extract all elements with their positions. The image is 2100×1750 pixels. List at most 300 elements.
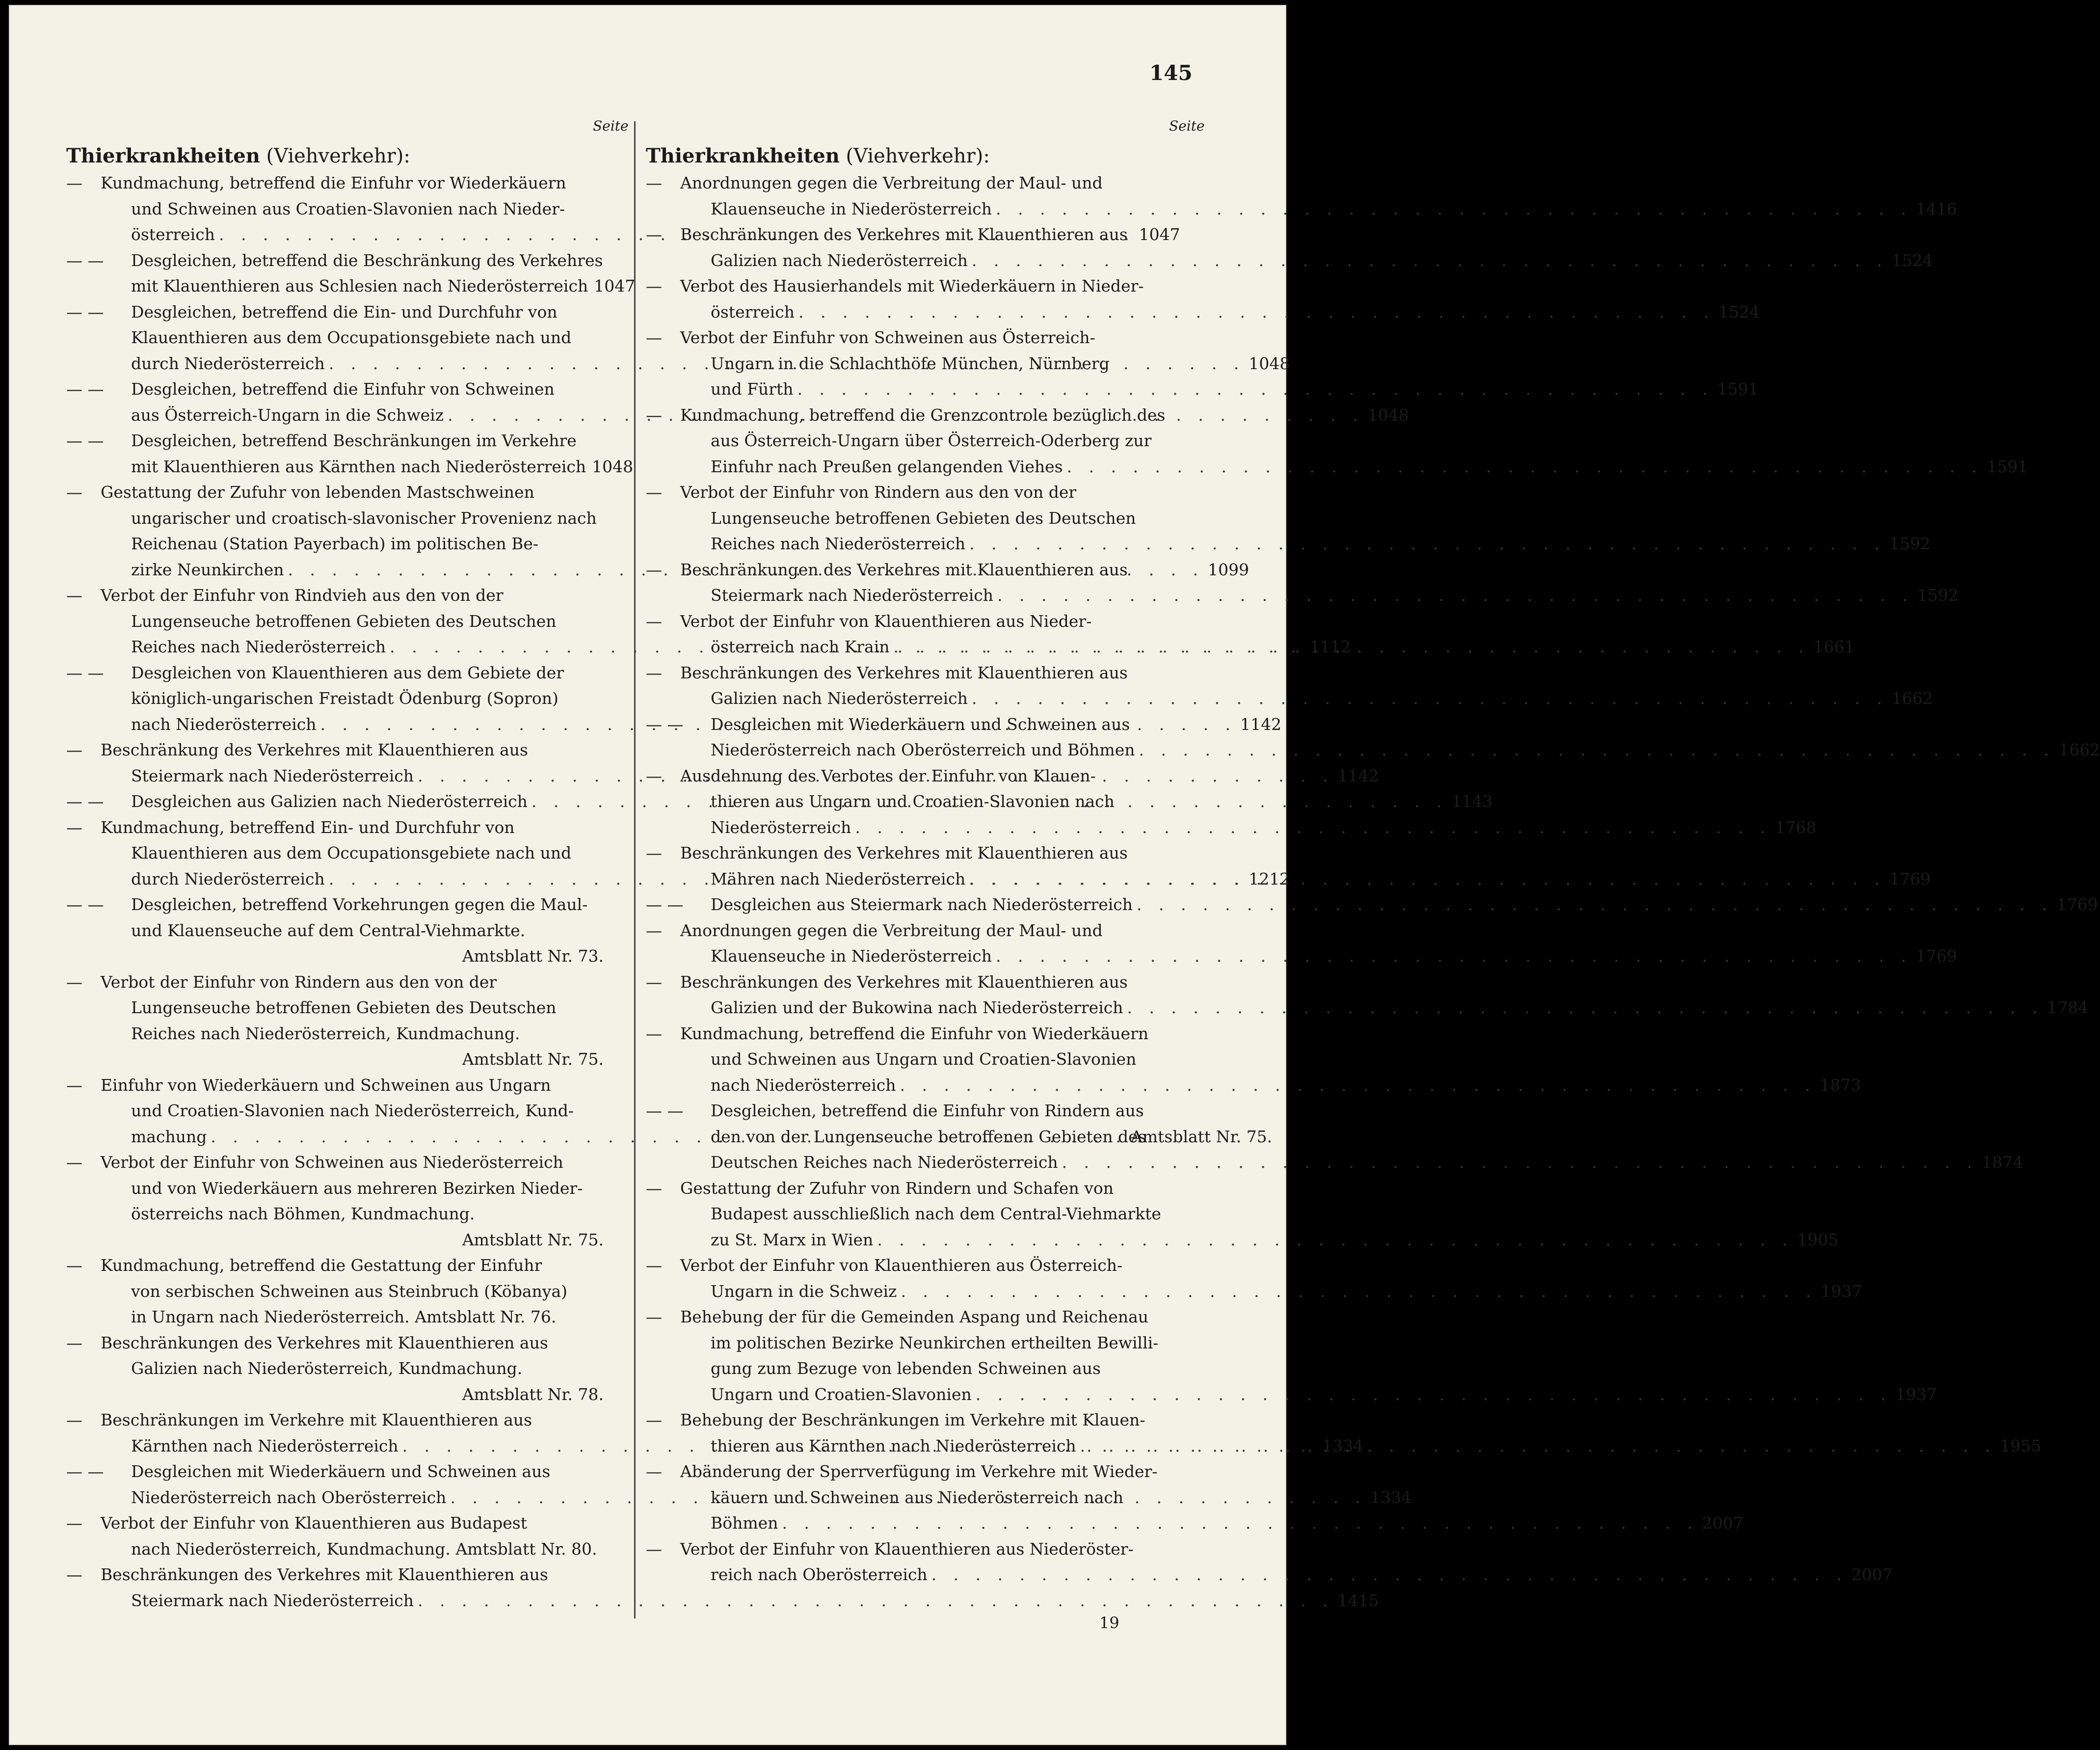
entry-line	[646, 1253, 1204, 1279]
dot-leader	[782, 1510, 1698, 1536]
entry-line: aus Österreich-Ungarn über Österreich-Oderberg zur	[711, 431, 1152, 450]
entry-line	[646, 1510, 1744, 1536]
dot-leader	[855, 815, 1771, 841]
page-reference: 1769	[1889, 869, 1931, 888]
entry-text: mit Klauenthieren aus Kärnthen nach Niederösterreich	[131, 457, 586, 476]
entry-line	[66, 1510, 623, 1536]
page-reference: 1769	[2056, 895, 2098, 914]
entry-text: Beschränkungen des Verkehres mit Klauenthieren aus	[680, 560, 1128, 579]
page-reference: Amtsblatt Nr. 75.	[1131, 1127, 1273, 1146]
entry-text: zirke Neunkirchen	[131, 560, 284, 579]
entry-text: Kundmachung, betreffend Ein- und Durchfuhr von	[101, 817, 515, 837]
entry-dash: — —	[66, 895, 104, 914]
entry-line	[66, 1330, 623, 1356]
entry-line	[646, 531, 1931, 557]
entry-text: Verbot der Einfuhr von Rindvieh aus den von der	[101, 586, 504, 605]
entry-dash: —	[66, 1513, 82, 1533]
page-reference: 1937	[1821, 1281, 1862, 1301]
index-entry	[646, 1536, 1893, 1588]
entry-text: Klauenseuche in Niederösterreich	[711, 946, 992, 966]
entry-text: Ausdehnung des Verbotes der Einfuhr von Klauen-	[680, 766, 1096, 785]
entry-line: Lungenseuche betroffenen Gebieten des Deutschen	[131, 998, 557, 1017]
entry-text: Desgleichen mit Wiederkäuern und Schweinen aus	[711, 714, 1130, 734]
entry-text: Gestattung der Zufuhr von Rindern und Schafen von	[680, 1178, 1114, 1198]
entry-line: im politischen Bezirke Neunkirchen ertheilten Bewilli-	[711, 1333, 1159, 1352]
entry-dash: —	[646, 1462, 662, 1481]
entry-text: Gestattung der Zufuhr von lebenden Mastschweinen	[101, 483, 534, 502]
entry-dash: — —	[646, 895, 684, 914]
section-heading: Thierkrankheiten (Viehverkehr):	[646, 144, 990, 167]
page-reference: 2007	[1702, 1513, 1744, 1533]
index-entry	[66, 248, 636, 299]
page-reference: 1937	[1895, 1384, 1937, 1404]
entry-line	[66, 1073, 623, 1099]
entry-dash: — —	[646, 714, 684, 734]
dot-leader	[798, 299, 1715, 325]
entry-line	[646, 325, 1204, 351]
page-reference: 1112	[1309, 637, 1351, 656]
page-reference: 1955	[2000, 1436, 2042, 1455]
entry-text: Verbot der Einfuhr von Klauenthieren aus Budapest	[101, 1513, 527, 1533]
entry-line: Klauenthieren aus dem Occupationsgebiete nach und	[131, 328, 572, 347]
entry-line	[646, 583, 1959, 609]
entry-dash: —	[66, 1410, 82, 1429]
index-entry	[646, 1098, 2023, 1176]
page-reference: 1662	[2059, 740, 2100, 759]
entry-text: österreich	[131, 225, 215, 244]
entry-line	[646, 273, 1204, 299]
entry-text: Verbot der Einfuhr von Schweinen aus Österreich-	[680, 328, 1095, 347]
entry-dash: —	[66, 586, 82, 605]
page-number: 145	[1149, 61, 1193, 85]
entry-text: Desgleichen, betreffend Vorkehrungen gegen die Maul-	[131, 895, 588, 914]
entry-line: und Schweinen aus Ungarn und Croatien-Slavonien	[711, 1050, 1137, 1069]
entry-dash: —	[66, 1075, 82, 1095]
index-entry	[646, 660, 1933, 712]
page-reference: 1524	[1718, 302, 1760, 322]
entry-line: und von Wiederkäuern aus mehreren Bezirken Nieder-	[131, 1178, 583, 1198]
entry-dash: —	[646, 766, 662, 785]
entry-line	[66, 273, 636, 299]
entry-dash: —	[646, 1256, 662, 1275]
entry-line	[66, 248, 623, 274]
entry-text: Desgleichen aus Steiermark nach Niederösterreich	[711, 895, 1133, 914]
entry-text: Beschränkungen des Verkehres mit Klauenthieren aus	[680, 843, 1128, 862]
entry-dash: —	[646, 225, 662, 244]
entry-text: Verbot der Einfuhr von Klauenthieren aus Niederöster-	[680, 1539, 1134, 1559]
entry-line	[646, 222, 1204, 248]
page-reference: 1142	[1337, 766, 1379, 785]
index-entry	[66, 969, 623, 1073]
entry-text: Desgleichen, betreffend die Einfuhr von Rindern aus	[711, 1101, 1144, 1120]
gazette-reference: Amtsblatt Nr. 75.	[462, 1230, 604, 1249]
entry-line	[646, 712, 1204, 738]
entry-line: Galizien nach Niederösterreich, Kundmachung.	[131, 1359, 523, 1378]
dot-leader	[997, 583, 1914, 609]
entry-dash: —	[646, 405, 662, 425]
page-reference: 1769	[1915, 946, 1957, 966]
page-reference: 1591	[1717, 379, 1759, 399]
entry-line	[646, 1407, 1204, 1433]
page-reference: 1212	[1249, 869, 1290, 888]
entry-line	[646, 1382, 1937, 1408]
entry-text: Desgleichen, betreffend die Beschränkung des Verkehres	[131, 250, 603, 270]
entry-text: Desgleichen mit Wiederkäuern und Schweinen aus	[131, 1462, 551, 1481]
page-reference: 1662	[1891, 689, 1933, 708]
entry-text: Niederösterreich	[711, 817, 851, 837]
entry-text: Niederösterreich nach Oberösterreich	[131, 1487, 447, 1507]
entry-dash: — —	[66, 379, 104, 399]
entry-line: in Ungarn nach Niederösterreich. Amtsblatt Nr. 76.	[131, 1307, 557, 1326]
entry-line	[646, 1073, 1861, 1099]
page-reference: 1873	[1820, 1075, 1861, 1095]
entry-dash: —	[646, 972, 662, 992]
entry-line	[66, 660, 623, 686]
seite-label-right: Seite	[1169, 118, 1205, 134]
entry-line	[66, 583, 623, 609]
entry-line	[66, 1562, 623, 1588]
entry-dash: — —	[646, 1101, 684, 1120]
entry-text: durch Niederösterreich	[131, 353, 325, 373]
dot-leader	[1139, 737, 2055, 763]
entry-text: Desgleichen, betreffend Beschränkungen im Verkehre	[131, 431, 577, 450]
entry-text: nach Niederösterreich	[131, 714, 317, 734]
page-reference: 1524	[1891, 250, 1933, 270]
entry-text: Beschränkungen des Verkehres mit Klauenthieren aus	[101, 1565, 548, 1584]
entry-text: Beschränkungen des Verkehres mit Klauenthieren aus	[680, 225, 1128, 244]
dot-leader	[996, 943, 1912, 969]
dot-leader	[972, 686, 1888, 712]
page-reference: 1099	[1208, 560, 1249, 579]
entry-line	[66, 377, 623, 403]
entry-line: nach Niederösterreich, Kundmachung. Amtsblatt Nr. 80.	[131, 1539, 597, 1559]
entry-line: und Klauenseuche auf dem Central-Viehmarkte.	[131, 920, 526, 940]
entry-dash: — —	[66, 1462, 104, 1481]
entry-line	[66, 969, 623, 996]
entry-line	[646, 1098, 1204, 1124]
entry-text: aus Österreich-Ungarn in die Schweiz	[131, 405, 444, 425]
dot-leader	[969, 866, 1886, 892]
entry-text: Kärnthen nach Niederösterreich	[131, 1436, 399, 1455]
page-reference: 1416	[1915, 199, 1957, 218]
entry-dash: —	[66, 1153, 82, 1172]
entry-text: reich nach Oberösterreich	[711, 1565, 928, 1584]
entry-text: thieren aus Kärnthen nach Niederösterreich	[711, 1436, 1076, 1455]
entry-line	[646, 660, 1204, 686]
index-entry	[646, 1021, 1861, 1099]
dot-leader	[901, 1279, 1817, 1305]
entry-text: Verbot der Einfuhr von Klauenthieren aus Österreich-	[680, 1256, 1123, 1275]
page-reference: 1142	[1240, 714, 1282, 734]
document-page	[9, 5, 2100, 1745]
dot-leader	[797, 377, 1714, 403]
index-entry	[646, 1253, 1862, 1304]
entry-text: Böhmen	[711, 1513, 778, 1533]
index-entry	[646, 918, 1957, 969]
entry-line	[646, 454, 2028, 480]
page-reference: 1047	[1139, 225, 1180, 244]
dot-leader	[1062, 1150, 1978, 1176]
dot-leader	[931, 1562, 1848, 1588]
entry-line	[646, 196, 1957, 222]
index-entry	[646, 892, 2098, 918]
entry-text: Galizien nach Niederösterreich	[711, 689, 968, 708]
entry-line	[646, 1536, 1204, 1562]
index-entry	[646, 480, 1931, 557]
seite-label-left: Seite	[593, 118, 629, 134]
page-reference: 1592	[1917, 586, 1959, 605]
entry-text: Behebung der für die Gemeinden Aspang und Reichenau	[680, 1307, 1149, 1326]
entry-line	[646, 170, 1204, 196]
page-reference: 1874	[1982, 1153, 2023, 1172]
page-reference: 1334	[1370, 1487, 1412, 1507]
entry-dash: —	[646, 920, 662, 940]
entry-text: Kundmachung, betreffend die Einfuhr von Wiederkäuern	[680, 1023, 1149, 1043]
entry-line	[66, 1407, 623, 1433]
entry-text: Kundmachung, betreffend die Grenzcontrole bezüglich des	[680, 405, 1166, 425]
entry-dash: —	[646, 173, 662, 192]
entry-dash: — —	[66, 250, 104, 270]
entry-text: Beschränkungen des Verkehres mit Klauenthieren aus	[101, 1333, 548, 1352]
entry-dash: —	[66, 972, 82, 992]
entry-line: Ungarn in die Schlachthöfe München, Nürnberg	[711, 353, 1110, 373]
entry-text: Beschränkungen des Verkehres mit Klauenthieren aus	[680, 972, 1128, 992]
page-reference: 1768	[1775, 817, 1816, 837]
index-entry	[646, 1304, 1937, 1407]
entry-dash: —	[66, 817, 82, 837]
entry-text: Beschränkungen im Verkehre mit Klauenthieren aus	[101, 1410, 532, 1429]
page-reference: 1592	[1889, 534, 1931, 553]
entry-line	[646, 995, 2089, 1021]
page-reference: 1784	[2047, 998, 2089, 1017]
entry-line: und Schweinen aus Croatien-Slavonien nach Nieder-	[131, 199, 565, 218]
entry-text: Anordnungen gegen die Verbreitung der Maul- und	[680, 920, 1103, 940]
page-reference: 1661	[1813, 637, 1855, 656]
entry-line: Lungenseuche betroffenen Gebieten des Deutschen	[711, 508, 1136, 528]
page-reference: 1905	[1797, 1230, 1838, 1249]
entry-text: durch Niederösterreich	[131, 869, 325, 888]
entry-text: Niederösterreich nach Oberösterreich und Böhmen	[711, 740, 1135, 759]
page-reference: 1047	[594, 276, 636, 296]
entry-line: von serbischen Schweinen aus Steinbruch (Köbanya)	[131, 1281, 568, 1301]
dot-leader	[972, 248, 1888, 274]
entry-dash: —	[66, 483, 82, 502]
entry-text: österreich nach Krain	[711, 637, 890, 656]
entry-line: Reichenau (Station Payerbach) im politischen Be-	[131, 534, 539, 553]
index-entry	[646, 273, 1760, 325]
entry-line	[66, 815, 623, 841]
entry-dash: —	[66, 1333, 82, 1352]
gazette-reference: Amtsblatt Nr. 78.	[462, 1384, 604, 1404]
entry-text: mit Klauenthieren aus Schlesien nach Niederösterreich	[131, 276, 588, 296]
entry-text: Steiermark nach Niederösterreich	[711, 586, 993, 605]
entry-text: Galizien und der Bukowina nach Niederösterreich	[711, 998, 1123, 1017]
entry-text: Desgleichen, betreffend die Ein- und Durchfuhr von	[131, 302, 558, 322]
entry-dash: — —	[66, 792, 104, 811]
entry-line	[66, 428, 623, 454]
entry-line	[646, 609, 1204, 635]
entry-line	[646, 1304, 1204, 1330]
entry-line	[66, 892, 623, 918]
page-reference: 2007	[1851, 1565, 1893, 1584]
index-entry	[66, 892, 623, 969]
entry-line	[646, 686, 1933, 712]
entry-text: Anordnungen gegen die Verbreitung der Maul- und	[680, 173, 1103, 192]
entry-dash: —	[66, 740, 82, 759]
dot-leader	[1137, 892, 2053, 918]
entry-dash: — —	[66, 431, 104, 450]
entry-dash: —	[646, 1307, 662, 1326]
index-entry	[646, 170, 1957, 222]
entry-text: Reiches nach Niederösterreich	[131, 637, 386, 656]
entry-line: Budapest ausschließlich nach dem Central-Viehmarkte	[711, 1204, 1161, 1223]
index-entry	[66, 428, 634, 480]
entry-line	[646, 377, 1759, 403]
entry-text: Desgleichen aus Galizien nach Niederösterreich	[131, 792, 528, 811]
entry-line: österreichs nach Böhmen, Kundmachung.	[131, 1204, 475, 1223]
entry-text: Desgleichen, betreffend die Einfuhr von Schweinen	[131, 379, 555, 399]
entry-line: den von der Lungenseuche betroffenen Gebieten des	[711, 1127, 1146, 1146]
entry-text: Verbot der Einfuhr von Klauenthieren aus Nieder-	[680, 611, 1092, 631]
entry-dash: —	[646, 1178, 662, 1198]
entry-line	[646, 815, 1816, 841]
entry-text: Ungarn in die Schweiz	[711, 1281, 897, 1301]
entry-text: Einfuhr nach Preußen gelangenden Viehes	[711, 457, 1063, 476]
entry-line: thieren aus Ungarn und Croatien-Slavonien nach	[711, 792, 1115, 811]
page-reference: 1048	[1367, 405, 1409, 425]
entry-line: Klauenthieren aus dem Occupationsgebiete nach und	[131, 843, 572, 862]
entry-text: nach Niederösterreich	[711, 1075, 896, 1095]
entry-dash: — —	[66, 663, 104, 682]
entry-line: und Croatien-Slavonien nach Niederösterreich, Kund-	[131, 1101, 574, 1120]
entry-line	[66, 1150, 623, 1176]
entry-dash: —	[646, 663, 662, 682]
entry-line	[646, 969, 1204, 996]
entry-line	[66, 480, 623, 506]
index-entry	[66, 1150, 623, 1253]
entry-line: königlich-ungarischen Freistadt Ödenburg (Sopron)	[131, 689, 558, 708]
gazette-reference: Amtsblatt Nr. 75.	[462, 1050, 604, 1069]
entry-line	[646, 918, 1204, 944]
entry-text: Verbot der Einfuhr von Rindern aus den von der	[680, 483, 1077, 502]
dot-leader	[1067, 454, 1983, 480]
page-reference: 1334	[1322, 1436, 1364, 1455]
footer-number: 19	[1099, 1614, 1119, 1632]
index-entry	[646, 1176, 1838, 1253]
entry-dash: —	[646, 1410, 662, 1429]
entry-line	[646, 1176, 1204, 1202]
entry-line	[66, 737, 623, 763]
entry-line	[646, 299, 1760, 325]
entry-line	[646, 737, 2100, 763]
dot-leader	[877, 1227, 1793, 1253]
page-reference: 1048	[592, 457, 634, 476]
index-entry	[66, 1253, 623, 1330]
entry-line: Reiches nach Niederösterreich, Kundmachung.	[131, 1023, 520, 1043]
gazette-reference: Amtsblatt Nr. 73.	[462, 946, 604, 966]
entry-line	[66, 1459, 623, 1485]
entry-line	[66, 1588, 1379, 1614]
entry-text: Verbot der Einfuhr von Schweinen aus Niederösterreich	[101, 1153, 563, 1172]
entry-line	[66, 454, 634, 480]
entry-text: Steiermark nach Niederösterreich	[131, 1590, 414, 1610]
entry-text: österreich	[711, 302, 795, 322]
entry-text: Steiermark nach Niederösterreich	[131, 766, 414, 785]
entry-line: ungarischer und croatisch-slavonischer Provenienz nach	[131, 508, 597, 528]
entry-text: machung	[131, 1127, 207, 1146]
entry-dash: —	[646, 483, 662, 502]
index-entry	[646, 222, 1933, 273]
entry-line	[646, 1227, 1838, 1253]
entry-text: Behebung der Beschränkungen im Verkehre mit Klauen-	[680, 1410, 1145, 1429]
entry-line	[66, 170, 623, 196]
entry-dash: —	[646, 1539, 662, 1559]
entry-line	[646, 480, 1204, 506]
entry-text: Einfuhr von Wiederkäuern und Schweinen aus Ungarn	[101, 1075, 551, 1095]
entry-text: zu St. Marx in Wien	[711, 1230, 874, 1249]
page-reference: 1048	[1249, 353, 1290, 373]
entry-line	[646, 763, 1204, 789]
entry-line	[646, 1150, 2023, 1176]
entry-line: Lungenseuche betroffenen Gebieten des Deutschen	[131, 611, 557, 631]
entry-dash: —	[646, 276, 662, 296]
entry-line	[646, 557, 1204, 583]
entry-text: Deutschen Reiches nach Niederösterreich	[711, 1153, 1058, 1172]
entry-text: und Fürth	[711, 379, 794, 399]
entry-text: Klauenseuche in Niederösterreich	[711, 199, 992, 218]
entry-dash: —	[66, 173, 82, 192]
index-entry	[646, 969, 2089, 1021]
entry-text: Desgleichen von Klauenthieren aus dem Gebiete der	[131, 663, 564, 682]
entry-line	[646, 403, 1204, 429]
entry-dash: —	[66, 1565, 82, 1584]
entry-line	[646, 1021, 1204, 1047]
entry-line	[646, 1562, 1893, 1588]
entry-text: Ungarn und Croatien-Slavonien	[711, 1384, 972, 1404]
entry-text: Beschränkungen des Verkehres mit Klauenthieren aus	[680, 663, 1128, 682]
entry-line	[646, 840, 1204, 866]
page-reference: 1591	[1987, 457, 2028, 476]
entry-text: Verbot der Einfuhr von Rindern aus den von der	[101, 972, 497, 992]
entry-line	[646, 943, 1957, 969]
entry-dash: — —	[66, 302, 104, 322]
index-entry	[66, 1510, 623, 1562]
entry-line	[646, 248, 1933, 274]
entry-line: gung zum Bezuge von lebenden Schweinen aus	[711, 1359, 1101, 1378]
dot-leader	[976, 1382, 1892, 1408]
entry-line	[66, 299, 623, 325]
page-reference: 1143	[1451, 792, 1493, 811]
entry-line	[66, 1253, 623, 1279]
entry-text: Kundmachung, betreffend die Gestattung der Einfuhr	[101, 1256, 542, 1275]
entry-dash: —	[646, 328, 662, 347]
entry-text: Galizien nach Niederösterreich	[711, 250, 968, 270]
dot-leader	[1127, 995, 2044, 1021]
entry-text: Kundmachung, betreffend die Einfuhr vor Wiederkäuern	[101, 173, 566, 192]
page-reference: 1415	[1337, 1590, 1379, 1610]
dot-leader	[996, 196, 1912, 222]
entry-text: Abänderung der Sperrverfügung im Verkehre mit Wieder-	[680, 1462, 1158, 1481]
entry-text: Reiches nach Niederösterreich	[711, 534, 966, 553]
dot-leader	[969, 531, 1886, 557]
entry-line	[646, 892, 2098, 918]
entry-line	[646, 1279, 1862, 1305]
entry-dash: —	[66, 1256, 82, 1275]
index-entry	[66, 1330, 623, 1408]
entry-dash: —	[646, 843, 662, 862]
entry-dash: —	[646, 560, 662, 579]
entry-dash: —	[646, 611, 662, 631]
